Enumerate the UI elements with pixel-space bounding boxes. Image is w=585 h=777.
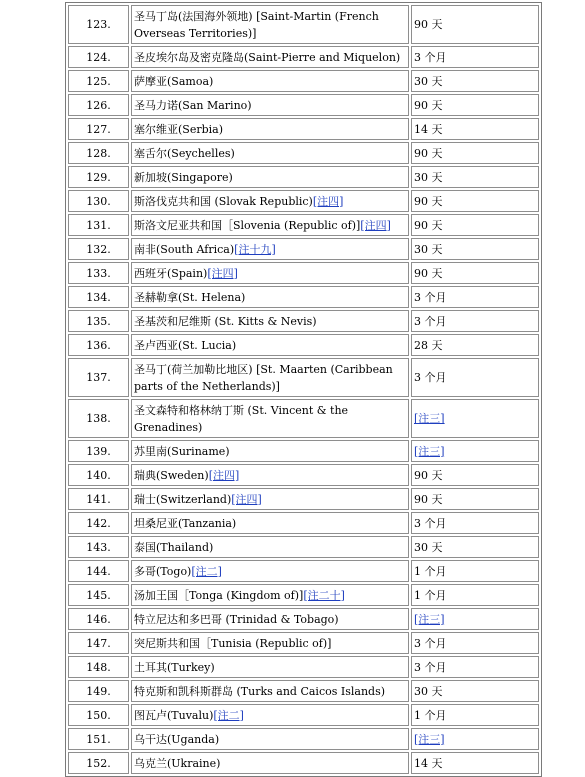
stay-duration-cell: 90 天 <box>411 464 539 486</box>
stay-duration-cell: 90 天 <box>411 5 539 44</box>
country-cell <box>131 656 409 678</box>
stay-duration-cell: 1 个月 <box>411 584 539 606</box>
country-name: 斯洛伐克共和国 (Slovak Republic) <box>134 194 313 208</box>
row-number: 150. <box>68 704 129 726</box>
stay-duration-cell: 28 天 <box>411 334 539 356</box>
country-name: 坦桑尼亚(Tanzania) <box>134 516 237 530</box>
country-cell <box>131 680 409 702</box>
table-row <box>68 310 539 332</box>
country-cell <box>131 5 409 44</box>
stay-duration-cell <box>411 728 539 750</box>
stay-duration-cell: 3 个月 <box>411 310 539 332</box>
country-name: 圣文森特和格林纳丁斯 (St. Vincent & the Grenadines) <box>134 403 349 434</box>
row-number: 144. <box>68 560 129 582</box>
footnote-link[interactable]: [注三] <box>414 444 445 458</box>
table-row <box>68 94 539 116</box>
footnote-link[interactable]: [注三] <box>414 732 445 746</box>
stay-duration-cell <box>411 399 539 438</box>
row-number: 143. <box>68 536 129 558</box>
country-cell <box>131 262 409 284</box>
table-row <box>68 536 539 558</box>
country-name: 瑞典(Sweden) <box>134 468 209 482</box>
table-row <box>68 46 539 68</box>
stay-duration-cell: 14 天 <box>411 752 539 774</box>
table-body <box>68 5 539 774</box>
table-row <box>68 142 539 164</box>
table-row <box>68 358 539 397</box>
country-cell <box>131 310 409 332</box>
country-name: 特立尼达和多巴哥 (Trinidad & Tobago) <box>134 612 339 626</box>
table-row <box>68 286 539 308</box>
table-row <box>68 334 539 356</box>
table-row <box>68 488 539 510</box>
stay-duration-cell: 1 个月 <box>411 560 539 582</box>
row-number: 148. <box>68 656 129 678</box>
footnote-link[interactable]: [注四] <box>207 266 238 280</box>
country-name: 瑞士(Switzerland) <box>134 492 232 506</box>
country-cell <box>131 704 409 726</box>
table-row <box>68 5 539 44</box>
country-cell <box>131 190 409 212</box>
country-name: 土耳其(Turkey) <box>134 660 215 674</box>
row-number: 138. <box>68 399 129 438</box>
country-cell <box>131 358 409 397</box>
stay-duration-cell: 30 天 <box>411 166 539 188</box>
row-number: 137. <box>68 358 129 397</box>
footnote-link[interactable]: [注四] <box>231 492 262 506</box>
country-cell <box>131 584 409 606</box>
country-cell <box>131 608 409 630</box>
country-name: 圣马力诺(San Marino) <box>134 98 252 112</box>
stay-duration-cell: 1 个月 <box>411 704 539 726</box>
country-name: 塞尔维亚(Serbia) <box>134 122 224 136</box>
country-name: 斯洛文尼亚共和国［Slovenia (Republic of)] <box>134 218 361 232</box>
row-number: 141. <box>68 488 129 510</box>
row-number: 152. <box>68 752 129 774</box>
row-number: 151. <box>68 728 129 750</box>
stay-duration-cell <box>411 440 539 462</box>
country-cell <box>131 118 409 140</box>
country-cell <box>131 752 409 774</box>
country-name: 塞舌尔(Seychelles) <box>134 146 235 160</box>
table-row <box>68 399 539 438</box>
country-cell <box>131 46 409 68</box>
country-cell <box>131 560 409 582</box>
country-name: 圣马丁岛(法国海外领地) [Saint-Martin (French Overseas Territories)] <box>134 9 379 40</box>
stay-duration-cell: 90 天 <box>411 214 539 236</box>
country-name: 乌干达(Uganda) <box>134 732 220 746</box>
country-name: 南非(South Africa) <box>134 242 235 256</box>
stay-duration-cell: 3 个月 <box>411 632 539 654</box>
country-cell <box>131 488 409 510</box>
country-name: 圣马丁(荷兰加勒比地区) [St. Maarten (Caribbean parts of the Netherlands)] <box>134 362 393 393</box>
country-cell <box>131 536 409 558</box>
stay-duration-cell: 30 天 <box>411 70 539 92</box>
row-number: 139. <box>68 440 129 462</box>
country-name: 突尼斯共和国［Tunisia (Republic of)] <box>134 636 332 650</box>
footnote-link[interactable]: [注二] <box>213 708 244 722</box>
row-number: 128. <box>68 142 129 164</box>
row-number: 124. <box>68 46 129 68</box>
row-number: 123. <box>68 5 129 44</box>
country-name: 西班牙(Spain) <box>134 266 208 280</box>
row-number: 132. <box>68 238 129 260</box>
table-row <box>68 440 539 462</box>
stay-duration-cell: 3 个月 <box>411 512 539 534</box>
stay-duration-cell: 90 天 <box>411 94 539 116</box>
table-row <box>68 70 539 92</box>
footnote-link[interactable]: [注四] <box>208 468 240 482</box>
country-name: 乌克兰(Ukraine) <box>134 756 221 770</box>
row-number: 127. <box>68 118 129 140</box>
country-cell <box>131 464 409 486</box>
stay-duration-cell: 90 天 <box>411 190 539 212</box>
country-cell <box>131 94 409 116</box>
footnote-link[interactable]: [注二十] <box>303 588 345 602</box>
country-cell <box>131 238 409 260</box>
country-cell <box>131 440 409 462</box>
row-number: 147. <box>68 632 129 654</box>
row-number: 149. <box>68 680 129 702</box>
country-name: 新加坡(Singapore) <box>134 170 233 184</box>
table-row <box>68 560 539 582</box>
table-row <box>68 752 539 774</box>
stay-duration-cell: 30 天 <box>411 680 539 702</box>
table-row <box>68 728 539 750</box>
row-number: 134. <box>68 286 129 308</box>
country-name: 萨摩亚(Samoa) <box>134 74 214 88</box>
country-name: 特克斯和凯科斯群岛 (Turks and Caicos Islands) <box>134 684 386 698</box>
country-name: 圣基茨和尼维斯 (St. Kitts & Nevis) <box>134 314 317 328</box>
country-cell <box>131 70 409 92</box>
table-row <box>68 512 539 534</box>
stay-duration-cell <box>411 608 539 630</box>
country-cell <box>131 512 409 534</box>
stay-duration-cell: 3 个月 <box>411 358 539 397</box>
stay-duration-cell: 30 天 <box>411 238 539 260</box>
stay-duration-cell: 3 个月 <box>411 286 539 308</box>
table-row <box>68 190 539 212</box>
country-cell <box>131 166 409 188</box>
row-number: 131. <box>68 214 129 236</box>
stay-duration-cell: 3 个月 <box>411 46 539 68</box>
country-name: 圣赫勒拿(St. Helena) <box>134 290 246 304</box>
row-number: 130. <box>68 190 129 212</box>
row-number: 146. <box>68 608 129 630</box>
row-number: 140. <box>68 464 129 486</box>
footnote-link[interactable]: [注二] <box>191 564 222 578</box>
country-name: 苏里南(Suriname) <box>134 444 230 458</box>
row-number: 142. <box>68 512 129 534</box>
row-number: 126. <box>68 94 129 116</box>
stay-duration-cell: 14 天 <box>411 118 539 140</box>
country-cell <box>131 142 409 164</box>
country-cell <box>131 728 409 750</box>
stay-duration-cell: 30 天 <box>411 536 539 558</box>
table-row <box>68 262 539 284</box>
country-cell <box>131 632 409 654</box>
table-row <box>68 632 539 654</box>
table-row <box>68 584 539 606</box>
footnote-link[interactable]: [注四] <box>360 218 391 232</box>
country-name: 圣皮埃尔岛及密克隆岛(Saint-Pierre and Miquelon) <box>134 50 401 64</box>
country-cell <box>131 286 409 308</box>
stay-duration-cell: 3 个月 <box>411 656 539 678</box>
country-name: 圣卢西亚(St. Lucia) <box>134 338 237 352</box>
table-row <box>68 656 539 678</box>
row-number: 129. <box>68 166 129 188</box>
table-row <box>68 608 539 630</box>
row-number: 133. <box>68 262 129 284</box>
table-row <box>68 704 539 726</box>
stay-duration-cell: 90 天 <box>411 488 539 510</box>
row-number: 135. <box>68 310 129 332</box>
country-cell <box>131 214 409 236</box>
table-row <box>68 118 539 140</box>
table-row <box>68 680 539 702</box>
table-row <box>68 166 539 188</box>
country-name: 多哥(Togo) <box>134 564 192 578</box>
table-row <box>68 214 539 236</box>
footnote-link[interactable]: [注三] <box>414 612 445 626</box>
stay-duration-cell: 90 天 <box>411 142 539 164</box>
footnote-link[interactable]: [注四] <box>312 194 344 208</box>
row-number: 145. <box>68 584 129 606</box>
row-number: 136. <box>68 334 129 356</box>
country-cell <box>131 334 409 356</box>
table-row <box>68 464 539 486</box>
footnote-link[interactable]: [注十九] <box>234 242 276 256</box>
country-name: 图瓦卢(Tuvalu) <box>134 708 214 722</box>
row-number: 125. <box>68 70 129 92</box>
country-cell <box>131 399 409 438</box>
footnote-link[interactable]: [注三] <box>414 412 445 425</box>
table-row <box>68 238 539 260</box>
country-name: 汤加王国［Tonga (Kingdom of)] <box>134 588 304 602</box>
visa-free-table <box>65 2 542 777</box>
country-name: 泰国(Thailand) <box>134 540 214 554</box>
stay-duration-cell: 90 天 <box>411 262 539 284</box>
